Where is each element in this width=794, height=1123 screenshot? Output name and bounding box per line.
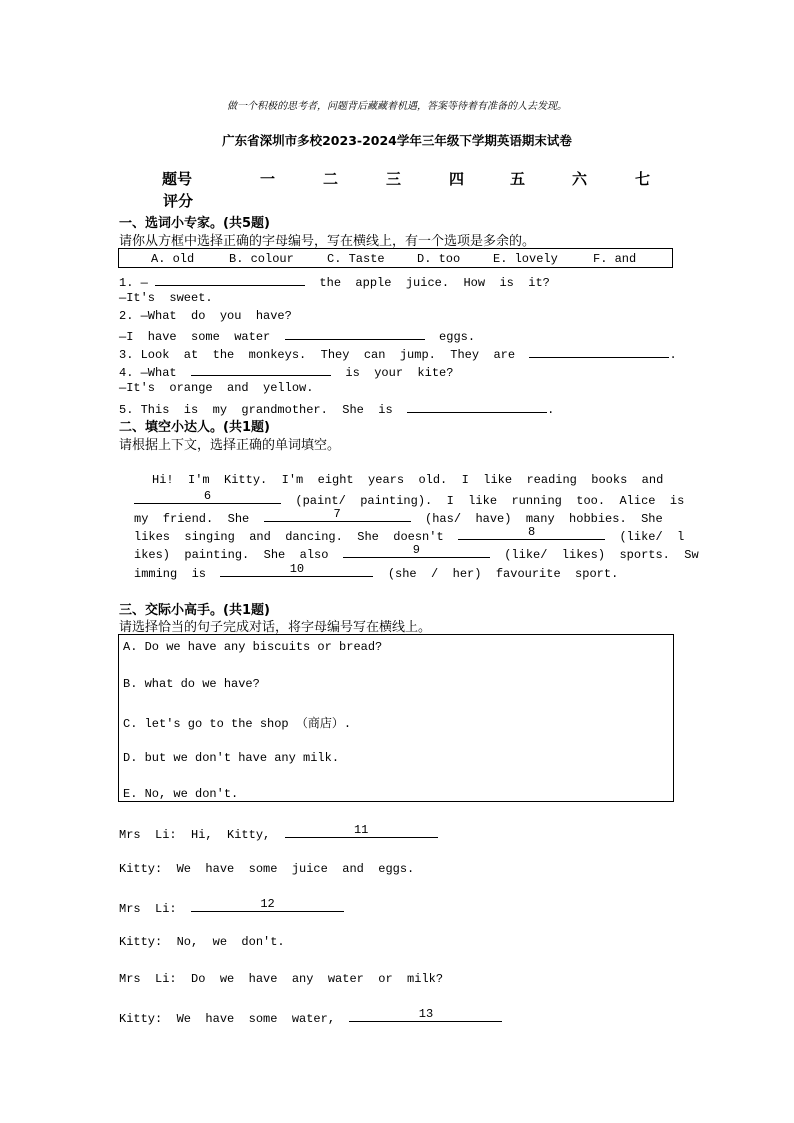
section2-instruction: 请根据上下文，选择正确的单词填空。 (119, 438, 341, 453)
answer-blank-7[interactable]: 7 (264, 509, 411, 522)
score-column: 六 (572, 170, 588, 188)
answer-blank-13[interactable]: 13 (349, 1009, 502, 1022)
option-b: B. colour (229, 252, 294, 266)
passage-line-6: imming is 10 (she / her) favourite sport. (134, 562, 619, 581)
dialogue-line: Kitty: We have some water, 13 (119, 1009, 502, 1026)
q4-response: —It's orange and yellow. (119, 381, 314, 395)
q5-line: 5. This is my grandmother. She is . (119, 400, 554, 417)
option-e: E. lovely (493, 252, 558, 266)
q2-line: 2. —What do you have? (119, 309, 292, 323)
score-table-header (160, 168, 680, 188)
answer-blank-10[interactable]: 10 (220, 564, 373, 577)
section3-heading: 三、交际小高手。(共1题) (119, 603, 270, 618)
sentence-option-c: C. let's go to the shop （商店）. (123, 717, 352, 731)
page-title: 广东省深圳市多校2023-2024学年三年级下学期英语期末试卷 (222, 133, 572, 148)
q4-line: 4. —What is your kite? (119, 363, 453, 380)
answer-blank-11[interactable]: 11 (285, 825, 438, 838)
option-f: F. and (593, 252, 637, 266)
section1-instruction: 请你从方框中选择正确的字母编号，写在横线上，有一个选项是多余的。 (119, 234, 536, 249)
score-column: 四 (449, 170, 465, 188)
score-column: 七 (635, 170, 651, 188)
passage-line-5: ikes) painting. She also 9 (like/ likes) sports. Sw (134, 543, 699, 562)
score-label: 评分 (163, 192, 194, 210)
section1-heading: 一、选词小专家。(共5题) (119, 216, 270, 231)
answer-blank-8[interactable]: 8 (458, 527, 605, 540)
word-option-box (118, 248, 673, 268)
dialogue-line: Mrs Li: Do we have any water or milk? (119, 972, 444, 986)
passage-line-4: likes singing and dancing. She doesn't 8 (like/ l (134, 525, 685, 544)
sentence-option-a: A. Do we have any biscuits or bread? (123, 640, 383, 654)
passage-line-1: Hi! I'm Kitty. I'm eight years old. I like reading books and (152, 473, 664, 487)
score-column: 三 (386, 170, 402, 188)
passage-line-2: 6 (paint/ painting). I like running too. Alice is (134, 491, 684, 508)
motto-line: 做一个积极的思考者，问题背后藏藏着机遇，答案等待着有准备的人去发现。 (227, 101, 567, 112)
answer-blank[interactable] (285, 327, 425, 340)
question-number-label: 题号 (162, 170, 193, 188)
sentence-option-box (118, 634, 674, 802)
score-column: 五 (510, 170, 526, 188)
answer-blank[interactable] (407, 400, 547, 413)
option-c: C. Taste (327, 252, 385, 266)
q1-response: —It's sweet. (119, 291, 213, 305)
section2-heading: 二、填空小达人。(共1题) (119, 420, 270, 435)
dialogue-line: Mrs Li: Hi, Kitty, 11 (119, 825, 438, 842)
option-a: A. old (151, 252, 195, 266)
section3-instruction: 请选择恰当的句子完成对话，将字母编号写在横线上。 (119, 620, 432, 635)
answer-blank[interactable] (191, 363, 331, 376)
q1-line: 1. — the apple juice. How is it? (119, 273, 550, 290)
dialogue-line: Mrs Li: 12 (119, 899, 344, 916)
answer-blank-6[interactable]: 6 (134, 491, 281, 504)
score-column: 一 (260, 170, 276, 188)
score-column: 二 (323, 170, 339, 188)
dialogue-line: Kitty: No, we don't. (119, 935, 285, 949)
answer-blank-12[interactable]: 12 (191, 899, 344, 912)
passage-line-3: my friend. She 7 (has/ have) many hobbies. She (134, 507, 663, 526)
dialogue-line: Kitty: We have some juice and eggs. (119, 862, 415, 876)
answer-blank[interactable] (155, 273, 305, 286)
sentence-option-e: E. No, we don't. (123, 787, 239, 801)
option-d: D. too (417, 252, 461, 266)
sentence-option-d: D. but we don't have any milk. (123, 751, 340, 765)
answer-blank[interactable] (529, 345, 669, 358)
q2-response: —I have some water eggs. (119, 327, 475, 344)
sentence-option-b: B. what do we have? (123, 677, 260, 691)
answer-blank-9[interactable]: 9 (343, 545, 490, 558)
q3-line: 3. Look at the monkeys. They can jump. They are . (119, 345, 677, 362)
